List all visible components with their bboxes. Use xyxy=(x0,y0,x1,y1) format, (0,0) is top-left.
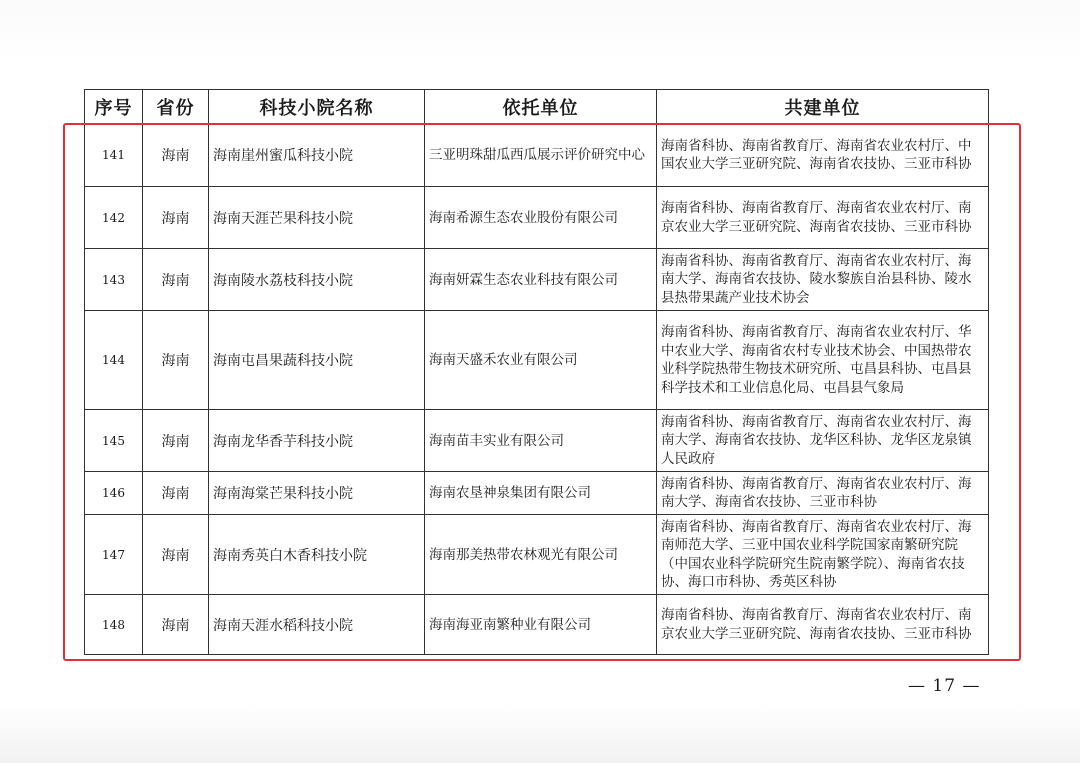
row-province: 海南 xyxy=(143,515,209,595)
table-row xyxy=(85,187,989,249)
row-courtyard-name: 海南陵水荔枝科技小院 xyxy=(209,249,425,311)
row-co-builders: 海南省科协、海南省教育厅、海南省农业农村厅、南京农业大学三亚研究院、海南省农技协、三亚市科协 xyxy=(657,595,989,655)
row-number: 147 xyxy=(85,515,143,595)
science-courtyard-table xyxy=(84,89,989,655)
header-province: 省份 xyxy=(143,90,209,124)
row-province: 海南 xyxy=(143,124,209,187)
row-number: 141 xyxy=(85,124,143,187)
row-courtyard-name: 海南秀英白木香科技小院 xyxy=(209,515,425,595)
table-row xyxy=(85,249,989,311)
row-host-unit: 海南那美热带农林观光有限公司 xyxy=(425,515,657,595)
row-courtyard-name: 海南天涯水稻科技小院 xyxy=(209,595,425,655)
row-province: 海南 xyxy=(143,595,209,655)
row-province: 海南 xyxy=(143,187,209,249)
row-host-unit: 海南天盛禾农业有限公司 xyxy=(425,311,657,410)
row-co-builders: 海南省科协、海南省教育厅、海南省农业农村厅、海南大学、海南省农技协、龙华区科协、龙华区龙泉镇人民政府 xyxy=(657,410,989,472)
header-serial-number: 序号 xyxy=(85,90,143,124)
header-courtyard-name: 科技小院名称 xyxy=(209,90,425,124)
row-co-builders: 海南省科协、海南省教育厅、海南省农业农村厅、南京农业大学三亚研究院、海南省农技协、三亚市科协 xyxy=(657,187,989,249)
row-courtyard-name: 海南龙华香芋科技小院 xyxy=(209,410,425,472)
row-province: 海南 xyxy=(143,410,209,472)
table-header-row xyxy=(85,90,989,124)
row-number: 148 xyxy=(85,595,143,655)
row-number: 142 xyxy=(85,187,143,249)
row-courtyard-name: 海南海棠芒果科技小院 xyxy=(209,472,425,515)
row-courtyard-name: 海南天涯芒果科技小院 xyxy=(209,187,425,249)
row-host-unit: 海南苗丰实业有限公司 xyxy=(425,410,657,472)
row-number: 146 xyxy=(85,472,143,515)
row-province: 海南 xyxy=(143,249,209,311)
row-co-builders: 海南省科协、海南省教育厅、海南省农业农村厅、海南大学、海南省农技协、三亚市科协 xyxy=(657,472,989,515)
row-host-unit: 三亚明珠甜瓜西瓜展示评价研究中心 xyxy=(425,124,657,187)
table-row xyxy=(85,410,989,472)
header-co-builders: 共建单位 xyxy=(657,90,989,124)
row-courtyard-name: 海南屯昌果蔬科技小院 xyxy=(209,311,425,410)
row-host-unit: 海南海亚南繁种业有限公司 xyxy=(425,595,657,655)
row-courtyard-name: 海南崖州蜜瓜科技小院 xyxy=(209,124,425,187)
row-co-builders: 海南省科协、海南省教育厅、海南省农业农村厅、华中农业大学、海南省农村专业技术协会、中国热带农业科学院热带生物技术研究所、屯昌县科协、屯昌县科学技术和工业信息化局、屯昌县气象局 xyxy=(657,311,989,410)
row-co-builders: 海南省科协、海南省教育厅、海南省农业农村厅、海南师范大学、三亚中国农业科学院国家南繁研究院（中国农业科学院研究生院南繁学院）、海南省农技协、海口市科协、秀英区科协 xyxy=(657,515,989,595)
row-host-unit: 海南希源生态农业股份有限公司 xyxy=(425,187,657,249)
row-number: 145 xyxy=(85,410,143,472)
table-row xyxy=(85,515,989,595)
row-province: 海南 xyxy=(143,311,209,410)
row-number: 143 xyxy=(85,249,143,311)
row-number: 144 xyxy=(85,311,143,410)
page-number: — 17 — xyxy=(908,676,981,696)
table-row xyxy=(85,472,989,515)
table-row xyxy=(85,311,989,410)
row-host-unit: 海南妍霖生态农业科技有限公司 xyxy=(425,249,657,311)
row-province: 海南 xyxy=(143,472,209,515)
row-host-unit: 海南农垦神泉集团有限公司 xyxy=(425,472,657,515)
row-co-builders: 海南省科协、海南省教育厅、海南省农业农村厅、中国农业大学三亚研究院、海南省农技协、三亚市科协 xyxy=(657,124,989,187)
table-row xyxy=(85,595,989,655)
header-host-unit: 依托单位 xyxy=(425,90,657,124)
row-co-builders: 海南省科协、海南省教育厅、海南省农业农村厅、海南大学、海南省农技协、陵水黎族自治县科协、陵水县热带果蔬产业技术协会 xyxy=(657,249,989,311)
table-row xyxy=(85,124,989,187)
